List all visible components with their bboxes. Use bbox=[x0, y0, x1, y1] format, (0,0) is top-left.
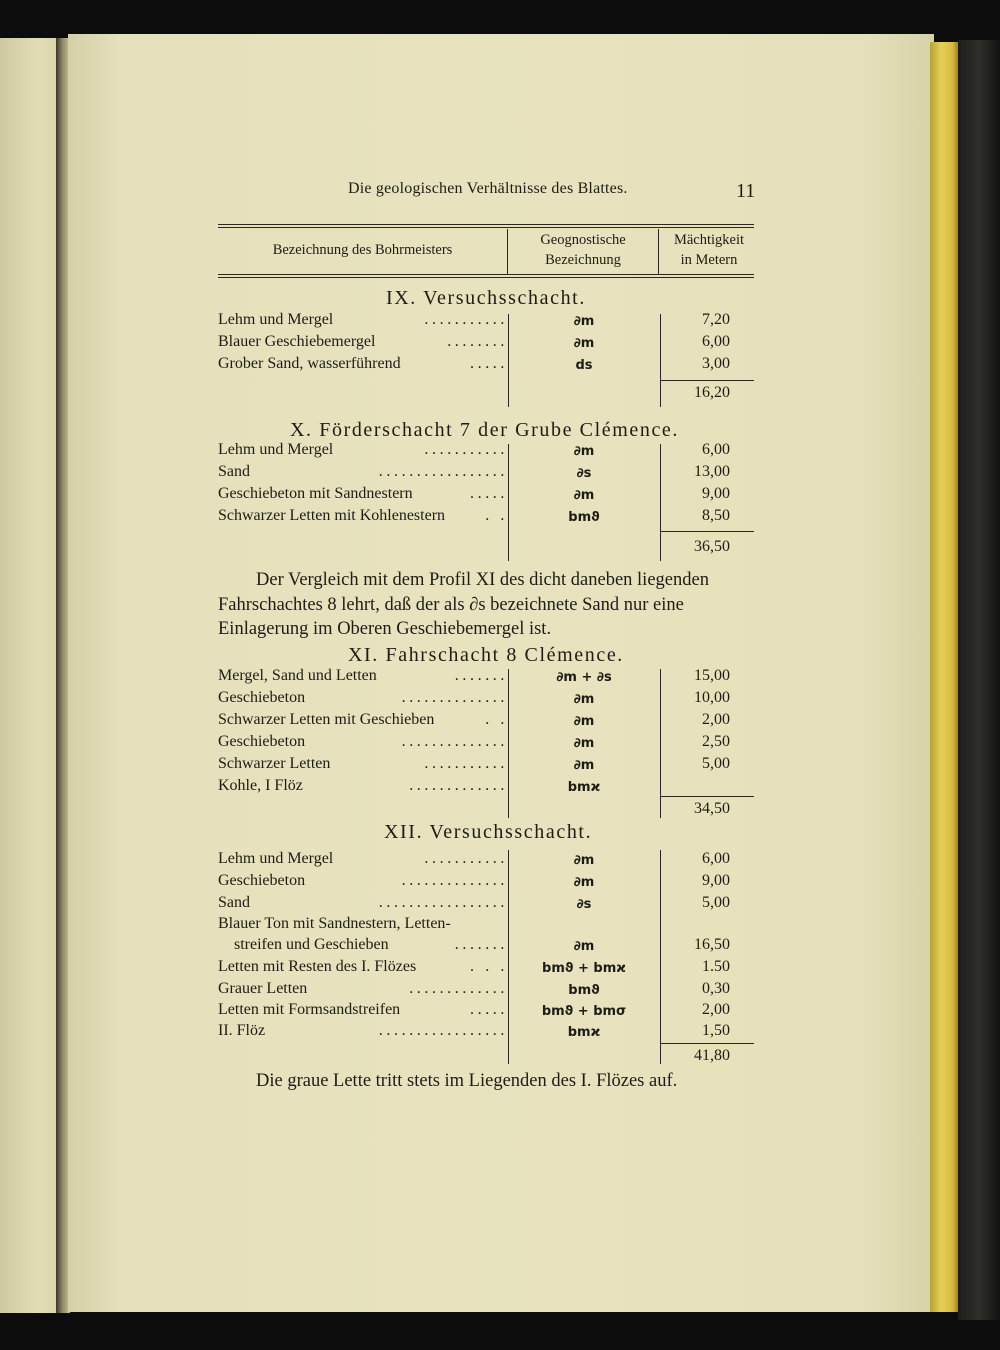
row-thickness: 9,00 bbox=[702, 485, 730, 502]
table-head-rule-2 bbox=[218, 277, 754, 278]
row-description: streifen und Geschieben bbox=[234, 936, 389, 953]
table-top-rule-2 bbox=[218, 227, 754, 228]
row-geo-symbol: ∂m bbox=[573, 853, 595, 868]
table-row bbox=[218, 667, 758, 689]
row-thickness: 2,50 bbox=[702, 733, 730, 750]
row-description: Grober Sand, wasserführend bbox=[218, 355, 401, 372]
running-header: Die geologischen Verhältnisse des Blattes. bbox=[348, 180, 628, 197]
row-description: Letten mit Formsandstreifen bbox=[218, 1001, 401, 1018]
row-geo-symbol: ∂m bbox=[573, 314, 595, 329]
leader-dots: ........... bbox=[424, 850, 508, 867]
row-description: Geschiebeton bbox=[218, 872, 306, 889]
table-row bbox=[218, 915, 758, 937]
row-geo-symbol: bmϑ + bmϰ bbox=[542, 961, 626, 976]
table-row bbox=[218, 355, 758, 377]
table-head-rule-1 bbox=[218, 274, 754, 275]
table-row bbox=[218, 936, 758, 958]
table-row bbox=[218, 485, 758, 507]
book-cover-edge bbox=[958, 40, 1000, 1320]
row-description: Letten mit Resten des I. Flözes bbox=[218, 958, 417, 975]
leader-dots: ..... bbox=[470, 355, 508, 372]
paragraph-line: Der Vergleich mit dem Profil XI des dicht daneben liegenden bbox=[256, 570, 709, 590]
sum-rule bbox=[660, 796, 754, 797]
row-description: Kohle, I Flöz bbox=[218, 777, 303, 794]
table-row bbox=[218, 733, 758, 755]
row-thickness: 5,00 bbox=[702, 894, 730, 911]
row-geo-symbol: ∂m bbox=[573, 758, 595, 773]
column-header-thickness-2: in Metern bbox=[680, 252, 738, 268]
leader-dots: ........... bbox=[424, 755, 508, 772]
total-row bbox=[218, 538, 758, 560]
row-geo-symbol: ∂m bbox=[573, 444, 595, 459]
sum-rule bbox=[660, 380, 754, 381]
section-title: XI. Fahrschacht 8 Clémence. bbox=[348, 644, 624, 666]
row-thickness: 13,00 bbox=[694, 463, 730, 480]
row-description: II. Flöz bbox=[218, 1022, 266, 1039]
table-row bbox=[218, 441, 758, 463]
closing-sentence: Die graue Lette tritt stets im Liegenden des I. Flözes auf. bbox=[256, 1071, 678, 1091]
section-total: 36,50 bbox=[694, 538, 730, 555]
leader-dots: . . bbox=[485, 507, 508, 524]
leader-dots: . . bbox=[485, 711, 508, 728]
row-thickness: 8,50 bbox=[702, 507, 730, 524]
row-thickness: 6,00 bbox=[702, 850, 730, 867]
column-header-geo-1: Geognostische bbox=[540, 232, 626, 248]
row-description: Schwarzer Letten bbox=[218, 755, 331, 772]
row-geo-symbol: ds bbox=[575, 358, 593, 373]
leader-dots: ..... bbox=[470, 1001, 508, 1018]
leader-dots: ........... bbox=[424, 441, 508, 458]
row-geo-symbol: ∂m bbox=[573, 939, 595, 954]
table-row bbox=[218, 1022, 758, 1044]
row-geo-symbol: ∂m bbox=[573, 875, 595, 890]
row-thickness: 2,00 bbox=[702, 1001, 730, 1018]
table-row bbox=[218, 711, 758, 733]
row-geo-symbol: bmϰ bbox=[567, 780, 601, 795]
leader-dots: . . . bbox=[470, 958, 508, 975]
table-top-rule-1 bbox=[218, 224, 754, 225]
section-title: X. Förderschacht 7 der Grube Clémence. bbox=[290, 419, 680, 441]
row-geo-symbol: bmϑ + bmσ bbox=[541, 1004, 627, 1019]
row-thickness: 1.50 bbox=[702, 958, 730, 975]
leader-dots: ........ bbox=[447, 333, 508, 350]
row-description: Grauer Letten bbox=[218, 980, 308, 997]
left-page-edge bbox=[0, 38, 62, 1313]
sum-rule bbox=[660, 531, 754, 532]
row-description: Sand bbox=[218, 463, 250, 480]
table-row bbox=[218, 980, 758, 1002]
page-number: 11 bbox=[736, 180, 756, 202]
row-thickness: 3,00 bbox=[702, 355, 730, 372]
table-row bbox=[218, 689, 758, 711]
column-header-geo-2: Bezeichnung bbox=[545, 252, 621, 268]
row-thickness: 1,50 bbox=[702, 1022, 730, 1039]
section-total: 16,20 bbox=[694, 384, 730, 401]
table-row bbox=[218, 1001, 758, 1023]
table-row bbox=[218, 894, 758, 916]
row-geo-symbol: bmϰ bbox=[567, 1025, 601, 1040]
row-thickness: 16,50 bbox=[694, 936, 730, 953]
row-geo-symbol: ∂s bbox=[576, 897, 592, 912]
leader-dots: ................. bbox=[378, 894, 508, 911]
row-description: Lehm und Mergel bbox=[218, 850, 334, 867]
total-row bbox=[218, 384, 758, 406]
paragraph bbox=[218, 568, 758, 642]
row-description: Schwarzer Letten mit Geschieben bbox=[218, 711, 435, 728]
row-thickness: 9,00 bbox=[702, 872, 730, 889]
column-header-thickness-1: Mächtigkeit bbox=[673, 232, 745, 248]
row-description: Geschiebeton bbox=[218, 689, 306, 706]
table-row bbox=[218, 311, 758, 333]
table-row bbox=[218, 850, 758, 872]
row-description: Geschiebeton bbox=[218, 733, 306, 750]
page-block-edge bbox=[930, 42, 958, 1312]
row-description: Blauer Geschiebemergel bbox=[218, 333, 376, 350]
row-thickness: 7,20 bbox=[702, 311, 730, 328]
table-row bbox=[218, 755, 758, 777]
section-total: 41,80 bbox=[694, 1047, 730, 1064]
row-description: Geschiebeton mit Sandnestern bbox=[218, 485, 413, 502]
row-thickness: 15,00 bbox=[694, 667, 730, 684]
leader-dots: ............. bbox=[409, 777, 508, 794]
leader-dots: ................. bbox=[378, 463, 508, 480]
section-title: IX. Versuchsschacht. bbox=[386, 287, 586, 309]
leader-dots: ............. bbox=[409, 980, 508, 997]
row-geo-symbol: bmϑ bbox=[568, 510, 600, 525]
row-geo-symbol: bmϑ bbox=[568, 983, 600, 998]
row-thickness: 2,00 bbox=[702, 711, 730, 728]
paragraph-line: Einlagerung im Oberen Geschiebemergel ist. bbox=[218, 619, 552, 639]
row-description: Mergel, Sand und Letten bbox=[218, 667, 377, 684]
leader-dots: .............. bbox=[401, 872, 508, 889]
row-thickness: 10,00 bbox=[694, 689, 730, 706]
row-description: Blauer Ton mit Sandnestern, Letten- bbox=[218, 915, 451, 932]
row-description: Lehm und Mergel bbox=[218, 311, 334, 328]
leader-dots: .............. bbox=[401, 689, 508, 706]
leader-dots: .............. bbox=[401, 733, 508, 750]
row-thickness: 0,30 bbox=[702, 980, 730, 997]
row-geo-symbol: ∂m bbox=[573, 488, 595, 503]
table-row bbox=[218, 333, 758, 355]
table-row bbox=[218, 463, 758, 485]
paragraph-line: Fahrschachtes 8 lehrt, daß der als ∂s bezeichnete Sand nur eine bbox=[218, 594, 684, 615]
table-row bbox=[218, 958, 758, 980]
row-thickness: 5,00 bbox=[702, 755, 730, 772]
leader-dots: ....... bbox=[454, 667, 508, 684]
row-description: Sand bbox=[218, 894, 250, 911]
leader-dots: ........... bbox=[424, 311, 508, 328]
row-geo-symbol: ∂m bbox=[573, 336, 595, 351]
leader-dots: ..... bbox=[470, 485, 508, 502]
total-row bbox=[218, 1047, 758, 1069]
total-row bbox=[218, 800, 758, 822]
row-thickness: 6,00 bbox=[702, 441, 730, 458]
row-description: Lehm und Mergel bbox=[218, 441, 334, 458]
row-geo-symbol: ∂s bbox=[576, 466, 592, 481]
row-thickness: 6,00 bbox=[702, 333, 730, 350]
row-description: Schwarzer Letten mit Kohlenestern bbox=[218, 507, 446, 524]
row-geo-symbol: ∂m bbox=[573, 736, 595, 751]
table-row bbox=[218, 872, 758, 894]
leader-dots: ....... bbox=[454, 936, 508, 953]
leader-dots: ................. bbox=[378, 1022, 508, 1039]
sum-rule bbox=[660, 1043, 754, 1044]
row-geo-symbol: ∂m bbox=[573, 692, 595, 707]
section-total: 34,50 bbox=[694, 800, 730, 817]
column-header-name: Bezeichnung des Bohrmeisters bbox=[272, 242, 453, 258]
row-geo-symbol: ∂m + ∂s bbox=[556, 670, 612, 685]
section-title: XII. Versuchsschacht. bbox=[384, 821, 593, 843]
row-geo-symbol: ∂m bbox=[573, 714, 595, 729]
table-row bbox=[218, 507, 758, 529]
